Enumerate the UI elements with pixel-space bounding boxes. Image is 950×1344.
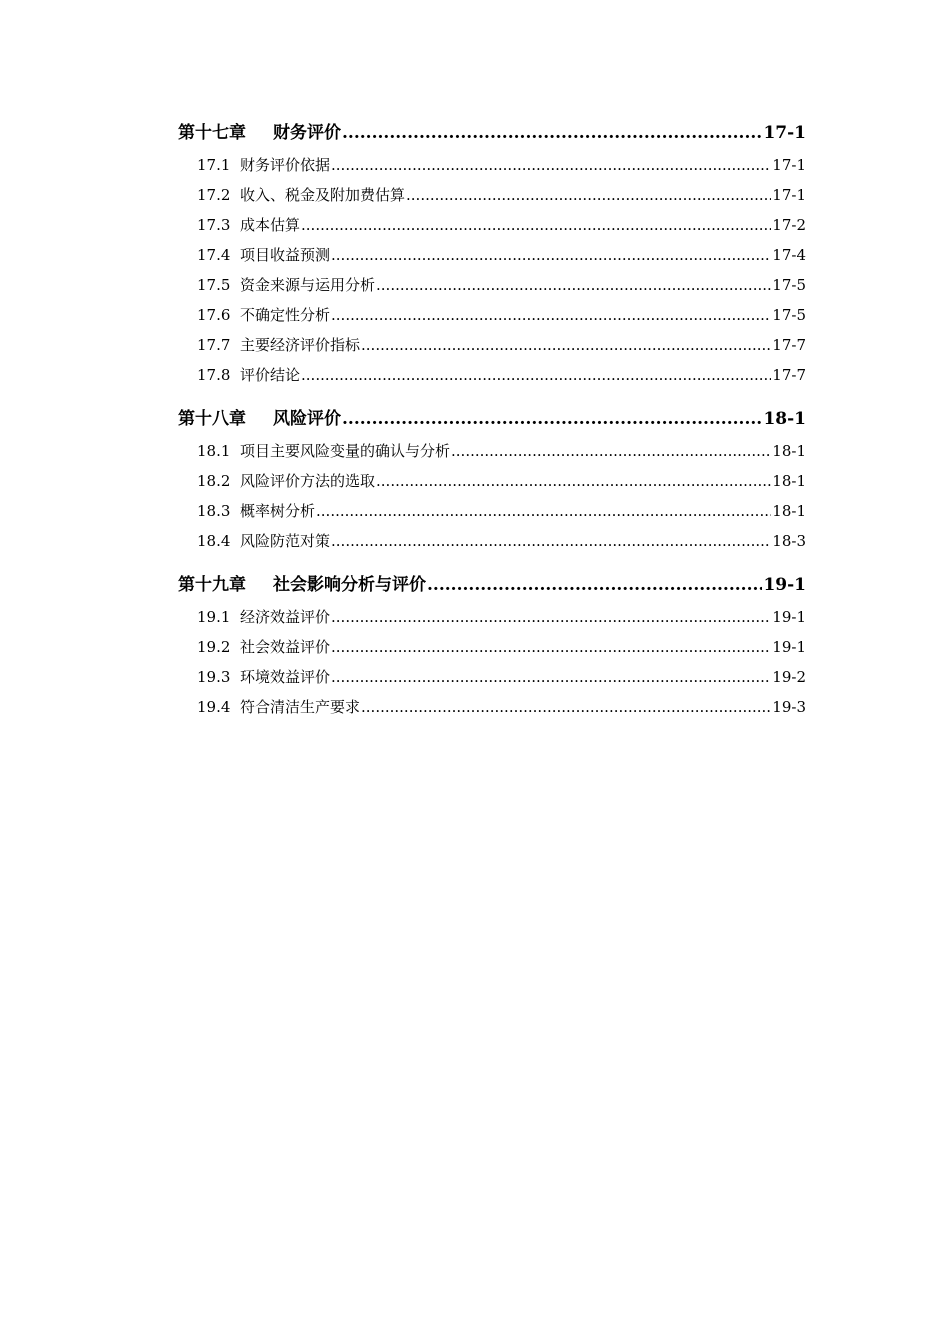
toc-section-19-2[interactable] [178, 632, 806, 662]
section-number: 18.1 [197, 442, 231, 460]
dot-leader [301, 360, 771, 390]
dot-leader [342, 118, 762, 148]
section-number: 17.6 [197, 306, 231, 324]
toc-section-19-1[interactable] [178, 602, 806, 632]
chapter-page-number: 18-1 [763, 409, 806, 429]
section-title: 资金来源与运用分析 [240, 276, 376, 294]
section-title: 项目主要风险变量的确认与分析 [240, 442, 451, 460]
dot-leader [331, 662, 771, 692]
chapter-number: 第十七章 [178, 123, 246, 143]
section-title: 项目收益预测 [240, 246, 331, 264]
dot-leader [316, 496, 771, 526]
dot-leader [331, 526, 771, 556]
section-number: 19.2 [197, 638, 231, 656]
section-page-number: 19-1 [772, 638, 806, 656]
section-number: 19.3 [197, 668, 231, 686]
section-number: 19.4 [197, 698, 231, 716]
section-title: 主要经济评价指标 [240, 336, 361, 354]
chapter-title: 社会影响分析与评价 [273, 575, 426, 595]
dot-leader [331, 602, 771, 632]
section-number: 17.4 [197, 246, 231, 264]
dot-leader [361, 692, 771, 722]
toc-section-17-6[interactable] [178, 300, 806, 330]
section-number: 17.7 [197, 336, 231, 354]
toc-section-18-2[interactable] [178, 466, 806, 496]
section-title: 风险评价方法的选取 [240, 472, 376, 490]
section-title: 财务评价依据 [240, 156, 331, 174]
toc-section-17-1[interactable] [178, 150, 806, 180]
dot-leader [331, 300, 771, 330]
toc-chapter-19[interactable] [178, 570, 806, 600]
dot-leader [451, 436, 771, 466]
dot-leader [331, 240, 771, 270]
dot-leader [406, 180, 771, 210]
toc-section-18-3[interactable] [178, 496, 806, 526]
section-title: 成本估算 [240, 216, 301, 234]
toc-section-18-4[interactable] [178, 526, 806, 556]
table-of-contents [178, 118, 806, 722]
toc-section-17-2[interactable] [178, 180, 806, 210]
section-number: 17.5 [197, 276, 231, 294]
section-title: 评价结论 [240, 366, 301, 384]
dot-leader [331, 632, 771, 662]
chapter-page-number: 19-1 [763, 575, 806, 595]
toc-section-18-1[interactable] [178, 436, 806, 466]
section-page-number: 17-1 [772, 186, 806, 204]
section-title: 概率树分析 [240, 502, 316, 520]
section-title: 符合清洁生产要求 [240, 698, 361, 716]
section-page-number: 19-3 [772, 698, 806, 716]
section-number: 18.4 [197, 532, 231, 550]
section-page-number: 17-1 [772, 156, 806, 174]
section-number: 17.1 [197, 156, 231, 174]
section-page-number: 17-7 [772, 366, 806, 384]
section-page-number: 17-5 [772, 276, 806, 294]
dot-leader [331, 150, 771, 180]
section-title: 社会效益评价 [240, 638, 331, 656]
section-title: 不确定性分析 [240, 306, 331, 324]
section-page-number: 18-1 [772, 472, 806, 490]
section-title: 环境效益评价 [240, 668, 331, 686]
section-page-number: 19-2 [772, 668, 806, 686]
toc-section-19-3[interactable] [178, 662, 806, 692]
chapter-title: 风险评价 [273, 409, 341, 429]
section-page-number: 18-1 [772, 442, 806, 460]
section-title: 收入、税金及附加费估算 [240, 186, 406, 204]
dot-leader [361, 330, 771, 360]
toc-section-17-4[interactable] [178, 240, 806, 270]
section-page-number: 19-1 [772, 608, 806, 626]
dot-leader [376, 270, 771, 300]
section-number: 17.3 [197, 216, 231, 234]
toc-chapter-17[interactable] [178, 118, 806, 148]
section-page-number: 17-5 [772, 306, 806, 324]
dot-leader [376, 466, 771, 496]
section-page-number: 17-7 [772, 336, 806, 354]
chapter-title: 财务评价 [273, 123, 341, 143]
section-number: 17.8 [197, 366, 231, 384]
section-title: 风险防范对策 [240, 532, 331, 550]
toc-section-17-7[interactable] [178, 330, 806, 360]
section-number: 18.3 [197, 502, 231, 520]
toc-section-17-5[interactable] [178, 270, 806, 300]
dot-leader [427, 570, 762, 600]
section-page-number: 18-1 [772, 502, 806, 520]
toc-section-17-8[interactable] [178, 360, 806, 390]
toc-section-19-4[interactable] [178, 692, 806, 722]
toc-section-17-3[interactable] [178, 210, 806, 240]
section-page-number: 17-2 [772, 216, 806, 234]
section-number: 17.2 [197, 186, 231, 204]
section-page-number: 17-4 [772, 246, 806, 264]
section-number: 18.2 [197, 472, 231, 490]
toc-chapter-18[interactable] [178, 404, 806, 434]
section-page-number: 18-3 [772, 532, 806, 550]
chapter-number: 第十八章 [178, 409, 246, 429]
dot-leader [301, 210, 771, 240]
section-title: 经济效益评价 [240, 608, 331, 626]
section-number: 19.1 [197, 608, 231, 626]
chapter-number: 第十九章 [178, 575, 246, 595]
dot-leader [342, 404, 762, 434]
chapter-page-number: 17-1 [763, 123, 806, 143]
